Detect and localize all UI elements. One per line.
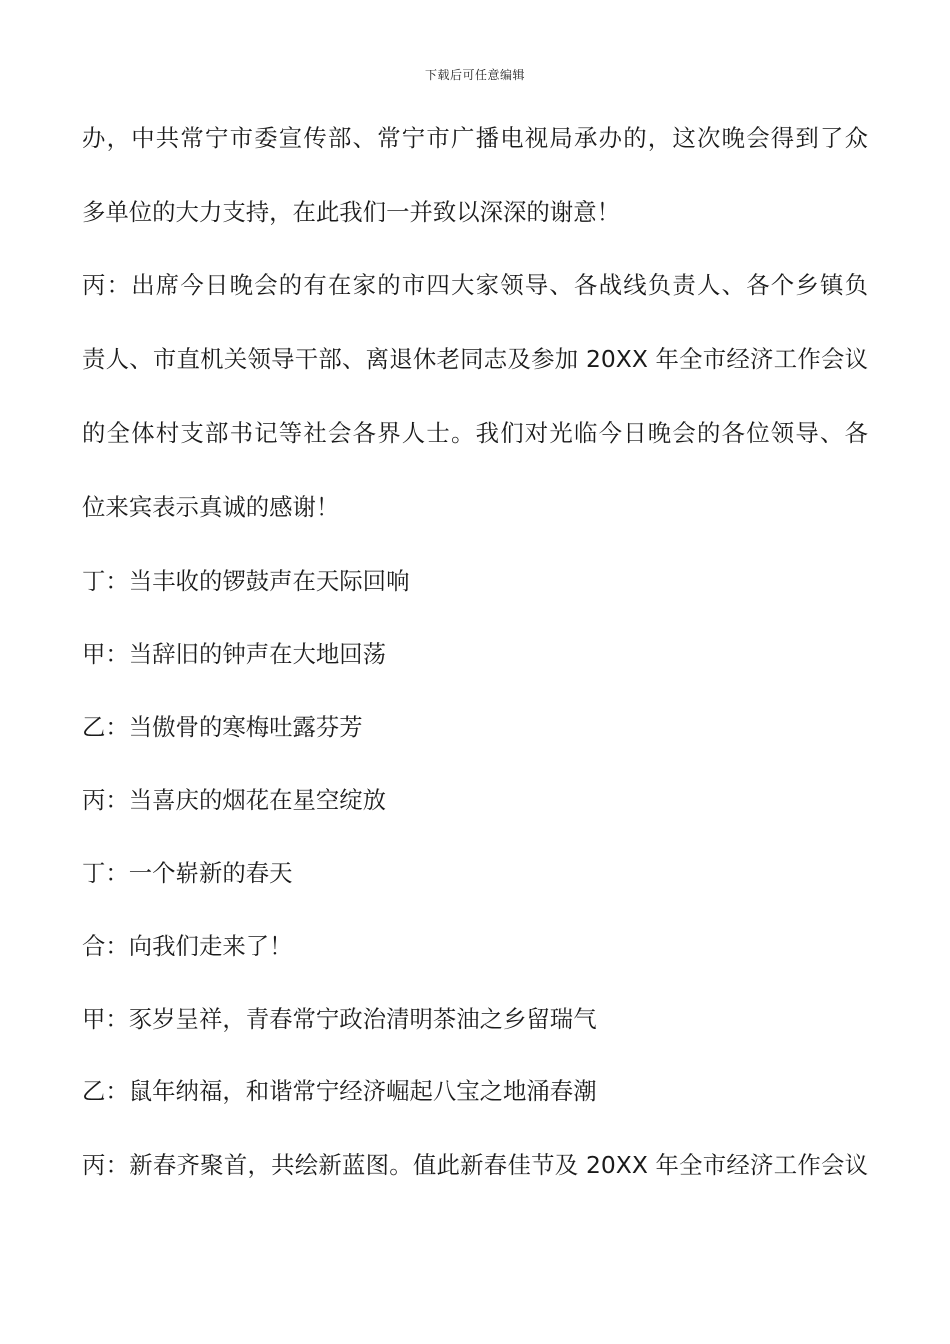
text-line: 甲：豕岁呈祥，青春常宁政治清明茶油之乡留瑞气 — [82, 1005, 597, 1033]
text-line: 位来宾表示真诚的感谢！ — [82, 493, 340, 521]
text-line: 的全体村支部书记等社会各界人士。我们对光临今日晚会的各位领导、各 — [82, 419, 868, 447]
text-line: 丙：新春齐聚首，共绘新蓝图。值此新春佳节及 20XX 年全市经济工作会议 — [82, 1151, 868, 1179]
text-line: 乙：鼠年纳福，和谐常宁经济崛起八宝之地涌春潮 — [82, 1077, 597, 1105]
text-line: 丁：一个崭新的春天 — [82, 859, 293, 887]
text-line: 乙：当傲骨的寒梅吐露芬芳 — [82, 713, 363, 741]
text-line: 合：向我们走来了！ — [82, 932, 293, 960]
text-line: 多单位的大力支持，在此我们一并致以深深的谢意！ — [82, 198, 620, 226]
text-line: 办，中共常宁市委宣传部、常宁市广播电视局承办的，这次晚会得到了众 — [82, 124, 868, 152]
text-line: 丙：当喜庆的烟花在星空绽放 — [82, 786, 387, 814]
text-line: 丙：出席今日晚会的有在家的市四大家领导、各战线负责人、各个乡镇负 — [82, 271, 868, 299]
text-line: 责人、市直机关领导干部、离退休老同志及参加 20XX 年全市经济工作会议 — [82, 345, 868, 373]
text-line: 丁：当丰收的锣鼓声在天际回响 — [82, 567, 410, 595]
page-header-note: 下载后可任意编辑 — [424, 68, 525, 82]
text-line: 甲：当辞旧的钟声在大地回荡 — [82, 640, 387, 668]
